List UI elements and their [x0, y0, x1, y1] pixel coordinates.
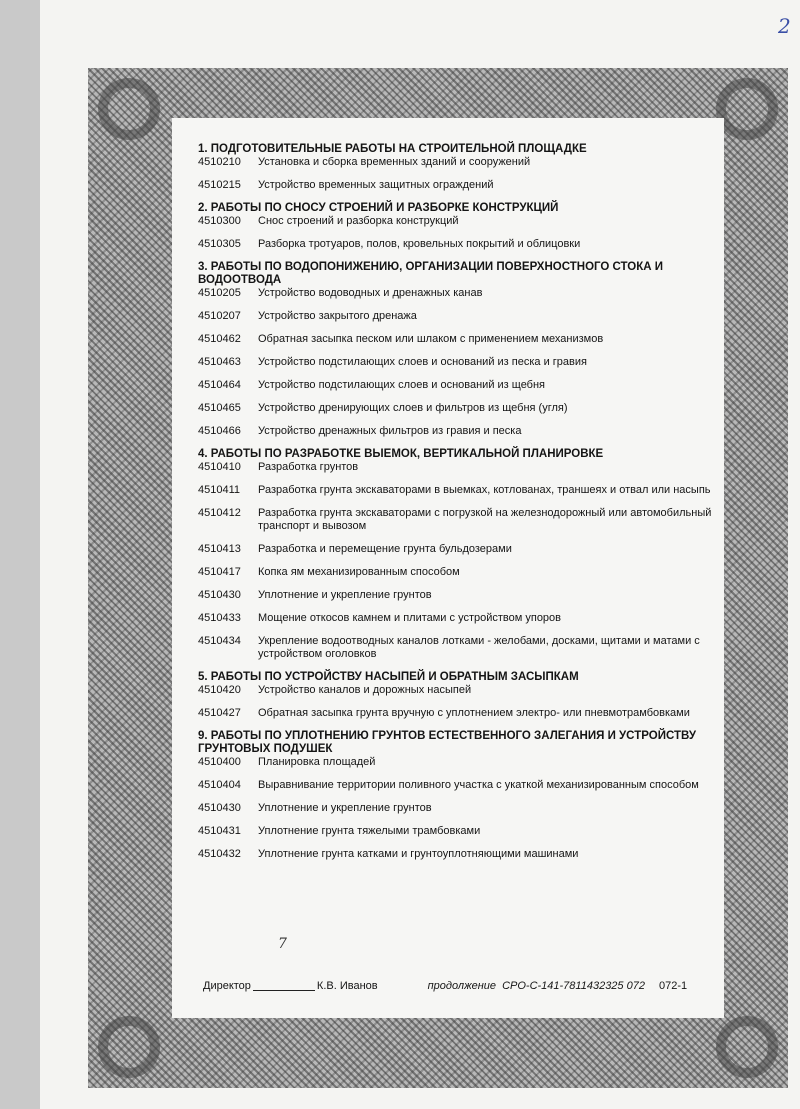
work-item-description: Снос строений и разборка конструкций: [258, 215, 459, 227]
work-item-code: 4510463: [198, 356, 241, 368]
frame-ornament-top-right: [716, 78, 778, 140]
director-name: К.В. Иванов: [316, 980, 378, 992]
work-item-description: Обратная засыпка грунта вручную с уплотнением электро- или пневмотрамбовками: [258, 707, 690, 719]
work-item-row: [198, 179, 718, 192]
signature-mark: 7: [278, 936, 287, 952]
work-item-code: 4510207: [198, 310, 241, 322]
work-item-code: 4510413: [198, 543, 241, 555]
work-item-code: 4510305: [198, 238, 241, 250]
section-title: 5. РАБОТЫ ПО УСТРОЙСТВУ НАСЫПЕЙ И ОБРАТНЫМ ЗАСЫПКАМ: [198, 671, 579, 683]
work-item-code: 4510427: [198, 707, 241, 719]
work-item-row: [198, 215, 718, 228]
handwritten-page-number: 2: [778, 14, 791, 38]
work-item-row: [198, 543, 718, 556]
page-reference: 072-1: [658, 980, 688, 992]
work-item-code: 4510411: [198, 484, 241, 496]
work-item-description: Устройство каналов и дорожных насыпей: [258, 684, 472, 696]
work-item-description: Уплотнение грунта тяжелыми трамбовками: [258, 825, 481, 837]
work-item-row: [198, 635, 718, 661]
work-item-code: 4510434: [198, 635, 241, 647]
frame-ornament-top-left: [98, 78, 160, 140]
work-item-row: [198, 310, 718, 323]
frame-ornament-bottom-left: [98, 1016, 160, 1078]
work-item-row: [198, 461, 718, 474]
work-item-row: [198, 484, 718, 497]
work-item-code: 4510430: [198, 589, 241, 601]
director-label: Директор: [203, 980, 251, 992]
work-item-code: 4510404: [198, 779, 241, 791]
work-item-description: Выравнивание территории поливного участка с укаткой механизированным способом: [258, 779, 699, 791]
work-item-row: [198, 287, 718, 300]
work-types-list: [198, 143, 718, 871]
work-item-code: 4510205: [198, 287, 241, 299]
work-item-code: 4510432: [198, 848, 241, 860]
section: [198, 671, 718, 720]
section-title: 1. ПОДГОТОВИТЕЛЬНЫЕ РАБОТЫ НА СТРОИТЕЛЬНОЙ ПЛОЩАДКЕ: [198, 143, 587, 155]
work-item-description: Устройство дренажных фильтров из гравия и песка: [258, 425, 522, 437]
work-item-row: [198, 566, 718, 579]
section-title: 4. РАБОТЫ ПО РАЗРАБОТКЕ ВЫЕМОК, ВЕРТИКАЛЬНОЙ ПЛАНИРОВКЕ: [198, 448, 604, 460]
work-item-code: 4510412: [198, 507, 241, 519]
work-item-description: Разработка грунта экскаваторами с погрузкой на железнодорожный или автомобильный транспорт и вывозом: [258, 507, 712, 532]
work-item-description: Копка ям механизированным способом: [258, 566, 460, 578]
work-item-description: Разработка грунтов: [258, 461, 359, 473]
work-item-code: 4510400: [198, 756, 241, 768]
work-item-row: [198, 756, 718, 769]
section: [198, 730, 718, 861]
work-item-code: 4510431: [198, 825, 241, 837]
work-item-row: [198, 848, 718, 861]
work-item-row: [198, 684, 718, 697]
work-item-row: [198, 156, 718, 169]
work-item-row: [198, 507, 718, 533]
work-item-description: Разработка грунта экскаваторами в выемках, котлованах, траншеях и отвал или насыпь: [258, 484, 711, 496]
work-item-code: 4510433: [198, 612, 241, 624]
work-item-description: Обратная засыпка песком или шлаком с применением механизмов: [258, 333, 604, 345]
work-item-description: Разработка и перемещение грунта бульдозерами: [258, 543, 512, 555]
section: [198, 143, 718, 192]
work-item-description: Уплотнение и укрепление грунтов: [258, 802, 432, 814]
work-item-row: [198, 238, 718, 251]
work-item-row: [198, 779, 718, 792]
work-item-code: 4510417: [198, 566, 241, 578]
work-item-description: Устройство подстилающих слоев и оснований из песка и гравия: [258, 356, 587, 368]
section: [198, 202, 718, 251]
work-item-description: Мощение откосов камнем и плитами с устройством упоров: [258, 612, 562, 624]
document-number: СРО-С-141-7811432325 072: [502, 980, 645, 992]
work-item-row: [198, 356, 718, 369]
work-item-code: 4510462: [198, 333, 241, 345]
work-item-row: [198, 402, 718, 415]
work-item-code: 4510420: [198, 684, 241, 696]
work-item-row: [198, 802, 718, 815]
work-item-code: 4510464: [198, 379, 241, 391]
work-item-description: Устройство закрытого дренажа: [258, 310, 417, 322]
work-item-description: Уплотнение и укрепление грунтов: [258, 589, 432, 601]
work-item-row: [198, 425, 718, 438]
continuation-label: продолжение: [427, 980, 497, 992]
work-item-row: [198, 333, 718, 346]
work-item-description: Уплотнение грунта катками и грунтоуплотняющими машинами: [258, 848, 579, 860]
work-item-description: Устройство дренирующих слоев и фильтров из щебня (угля): [258, 402, 568, 414]
section: [198, 261, 718, 438]
work-item-code: 4510300: [198, 215, 241, 227]
work-item-description: Укрепление водоотводных каналов лотками - желобами, досками, щитами и матами с устройством оголовков: [258, 635, 700, 660]
frame-ornament-bottom-right: [716, 1016, 778, 1078]
work-item-row: [198, 589, 718, 602]
document-footer: [203, 980, 723, 992]
section-title: 9. РАБОТЫ ПО УПЛОТНЕНИЮ ГРУНТОВ ЕСТЕСТВЕННОГО ЗАЛЕГАНИЯ И УСТРОЙСТВУ ГРУНТОВЫХ ПОДУШЕК: [198, 730, 697, 755]
work-item-code: 4510465: [198, 402, 241, 414]
work-item-code: 4510410: [198, 461, 241, 473]
work-item-description: Разборка тротуаров, полов, кровельных покрытий и облицовки: [258, 238, 581, 250]
work-item-description: Планировка площадей: [258, 756, 376, 768]
section: [198, 448, 718, 661]
work-item-code: 4510430: [198, 802, 241, 814]
work-item-row: [198, 379, 718, 392]
work-item-description: Устройство временных защитных ограждений: [258, 179, 494, 191]
work-item-row: [198, 707, 718, 720]
work-item-row: [198, 612, 718, 625]
signature-line: [253, 990, 315, 991]
work-item-code: 4510215: [198, 179, 241, 191]
work-item-description: Устройство подстилающих слоев и оснований из щебня: [258, 379, 546, 391]
work-item-description: Устройство водоводных и дренажных канав: [258, 287, 483, 299]
work-item-code: 4510466: [198, 425, 241, 437]
work-item-row: [198, 825, 718, 838]
work-item-description: Установка и сборка временных зданий и сооружений: [258, 156, 531, 168]
work-item-code: 4510210: [198, 156, 241, 168]
section-title: 3. РАБОТЫ ПО ВОДОПОНИЖЕНИЮ, ОРГАНИЗАЦИИ ПОВЕРХНОСТНОГО СТОКА И ВОДООТВОДА: [198, 261, 664, 286]
section-title: 2. РАБОТЫ ПО СНОСУ СТРОЕНИЙ И РАЗБОРКЕ КОНСТРУКЦИЙ: [198, 202, 559, 214]
